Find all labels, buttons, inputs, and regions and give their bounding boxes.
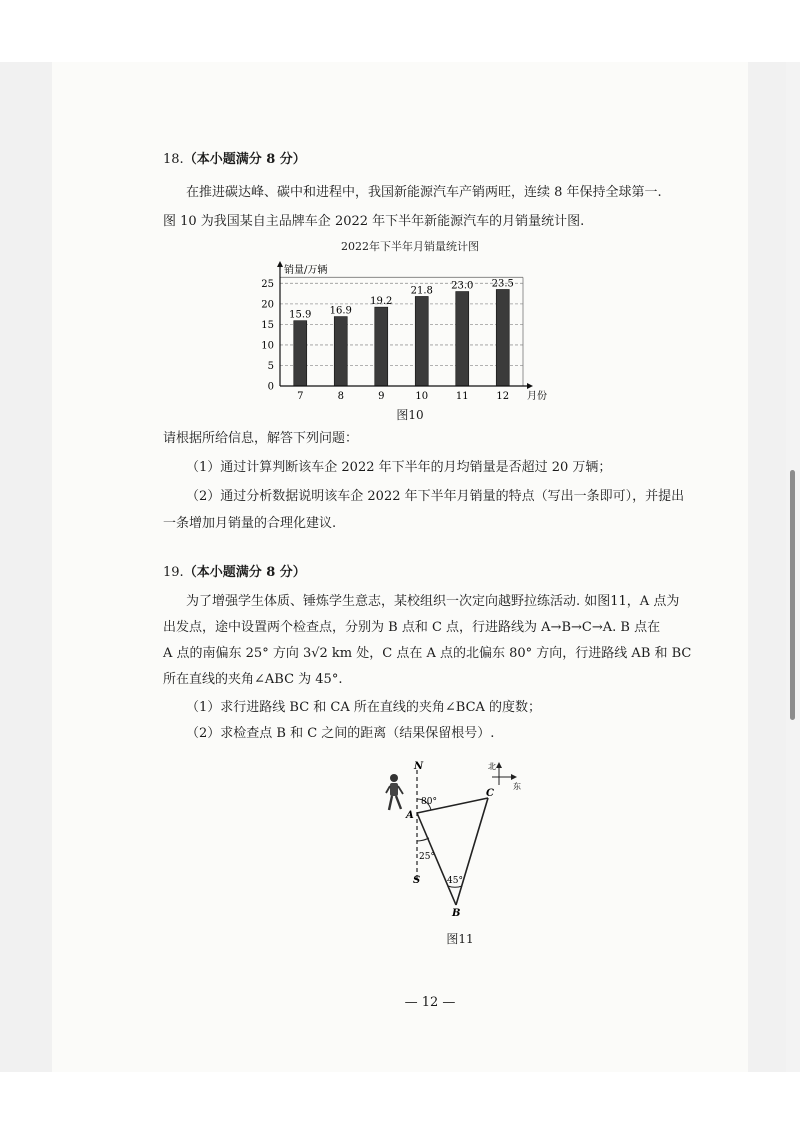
scrollbar-thumb[interactable] (790, 470, 795, 720)
q19-line3: A 点的南偏东 25° 方向 3√2 km 处，C 点在 A 点的北偏东 80° 方向，行进路线 AB 和 BC (163, 646, 692, 661)
bar-value-label: 23.5 (491, 278, 514, 290)
label-s: S (413, 875, 421, 886)
q18-score: （本小题满分 8 分） (183, 152, 306, 167)
bar (334, 317, 347, 386)
q19-line1: 为了增强学生体质、锤炼学生意志，某校组织一次定向越野拉练活动. 如图11，A 点为 (186, 594, 680, 609)
q19-heading (163, 563, 306, 583)
compass-east-label: 东 (513, 782, 521, 791)
label-n: N (414, 761, 424, 772)
y-tick-label: 5 (267, 360, 274, 372)
page-number: — 12 — (404, 995, 456, 1010)
q18-part1: （1）通过计算判断该车企 2022 年下半年的月均销量是否超过 20 万辆； (186, 460, 612, 475)
y-tick-label: 0 (267, 381, 274, 393)
q18-heading (163, 150, 306, 170)
q18-intro-line1: 在推进碳达峰、碳中和进程中，我国新能源汽车产销两旺，连续 8 年保持全球第一. (186, 185, 662, 200)
q19-line4: 所在直线的夹角∠ABC 为 45°. (163, 672, 343, 687)
figure11-caption: 图11 (446, 932, 474, 946)
bar-chart (255, 258, 565, 408)
q18-number: 18. (163, 152, 184, 167)
angle-25-label: 25° (419, 852, 435, 862)
q18-prompt: 请根据所给信息，解答下列问题： (163, 431, 359, 446)
angle-arc-b (448, 886, 462, 887)
q19-line2: 出发点，途中设置两个检查点，分别为 B 点和 C 点，行进路线为 A→B→C→A. B 点在 (163, 620, 661, 635)
label-b: B (452, 908, 461, 919)
angle-arc-south (417, 838, 429, 841)
bar (456, 292, 469, 386)
bar-value-label: 15.9 (289, 309, 312, 321)
y-axis-arrow (277, 261, 283, 267)
y-tick-label: 10 (261, 340, 274, 352)
chart-bars (289, 278, 514, 386)
q18-intro-line2: 图 10 为我国某自主品牌车企 2022 年下半年新能源汽车的月销量统计图. (163, 214, 585, 229)
bar (294, 321, 307, 386)
x-tick-label: 11 (455, 391, 469, 402)
viewer-top-area (0, 0, 800, 62)
label-c: C (486, 788, 494, 799)
bar-value-label: 21.8 (410, 285, 433, 297)
angle-80-label: 80° (421, 797, 437, 807)
x-tick-label: 7 (297, 391, 304, 402)
bar-value-label: 23.0 (451, 280, 474, 292)
q19-score: （本小题满分 8 分） (183, 565, 306, 580)
route-bc (456, 798, 488, 905)
q19-part2: （2）求检查点 B 和 C 之间的距离（结果保留根号）. (186, 726, 495, 741)
y-tick-label: 15 (261, 319, 274, 331)
chart-ylabel: 销量/万辆 (284, 265, 328, 276)
chart-xlabel: 月份 (527, 391, 547, 402)
bar-value-label: 19.2 (370, 296, 393, 308)
angle-45-label: 45° (447, 876, 463, 886)
x-axis-arrow (527, 383, 533, 389)
q18-part2-line1: （2）通过分析数据说明该车企 2022 年下半年月销量的特点（写出一条即可），并提出 (186, 489, 685, 504)
bar (496, 289, 509, 386)
q19-number: 19. (163, 565, 184, 580)
bar (375, 307, 388, 386)
label-a: A (406, 810, 414, 821)
y-tick-label: 25 (261, 278, 274, 290)
y-tick-label: 20 (261, 299, 274, 311)
figure10-caption: 图10 (396, 408, 424, 422)
walking-person-icon (386, 774, 403, 810)
x-tick-label: 9 (378, 391, 385, 402)
figure11-diagram (380, 755, 530, 930)
x-tick-label: 12 (496, 391, 510, 402)
chart-title: 2022年下半年月销量统计图 (341, 240, 479, 253)
bar (415, 296, 428, 386)
q19-part1: （1）求行进路线 BC 和 CA 所在直线的夹角∠BCA 的度数； (186, 700, 542, 715)
q18-part2-line2: 一条增加月销量的合理化建议. (163, 516, 337, 531)
x-tick-label: 10 (415, 391, 429, 402)
viewer-bottom-area (0, 1072, 800, 1132)
chart-grid (280, 277, 523, 386)
x-tick-label: 8 (337, 391, 344, 402)
bar-value-label: 16.9 (329, 305, 352, 317)
compass-north-label: 北 (488, 762, 496, 771)
